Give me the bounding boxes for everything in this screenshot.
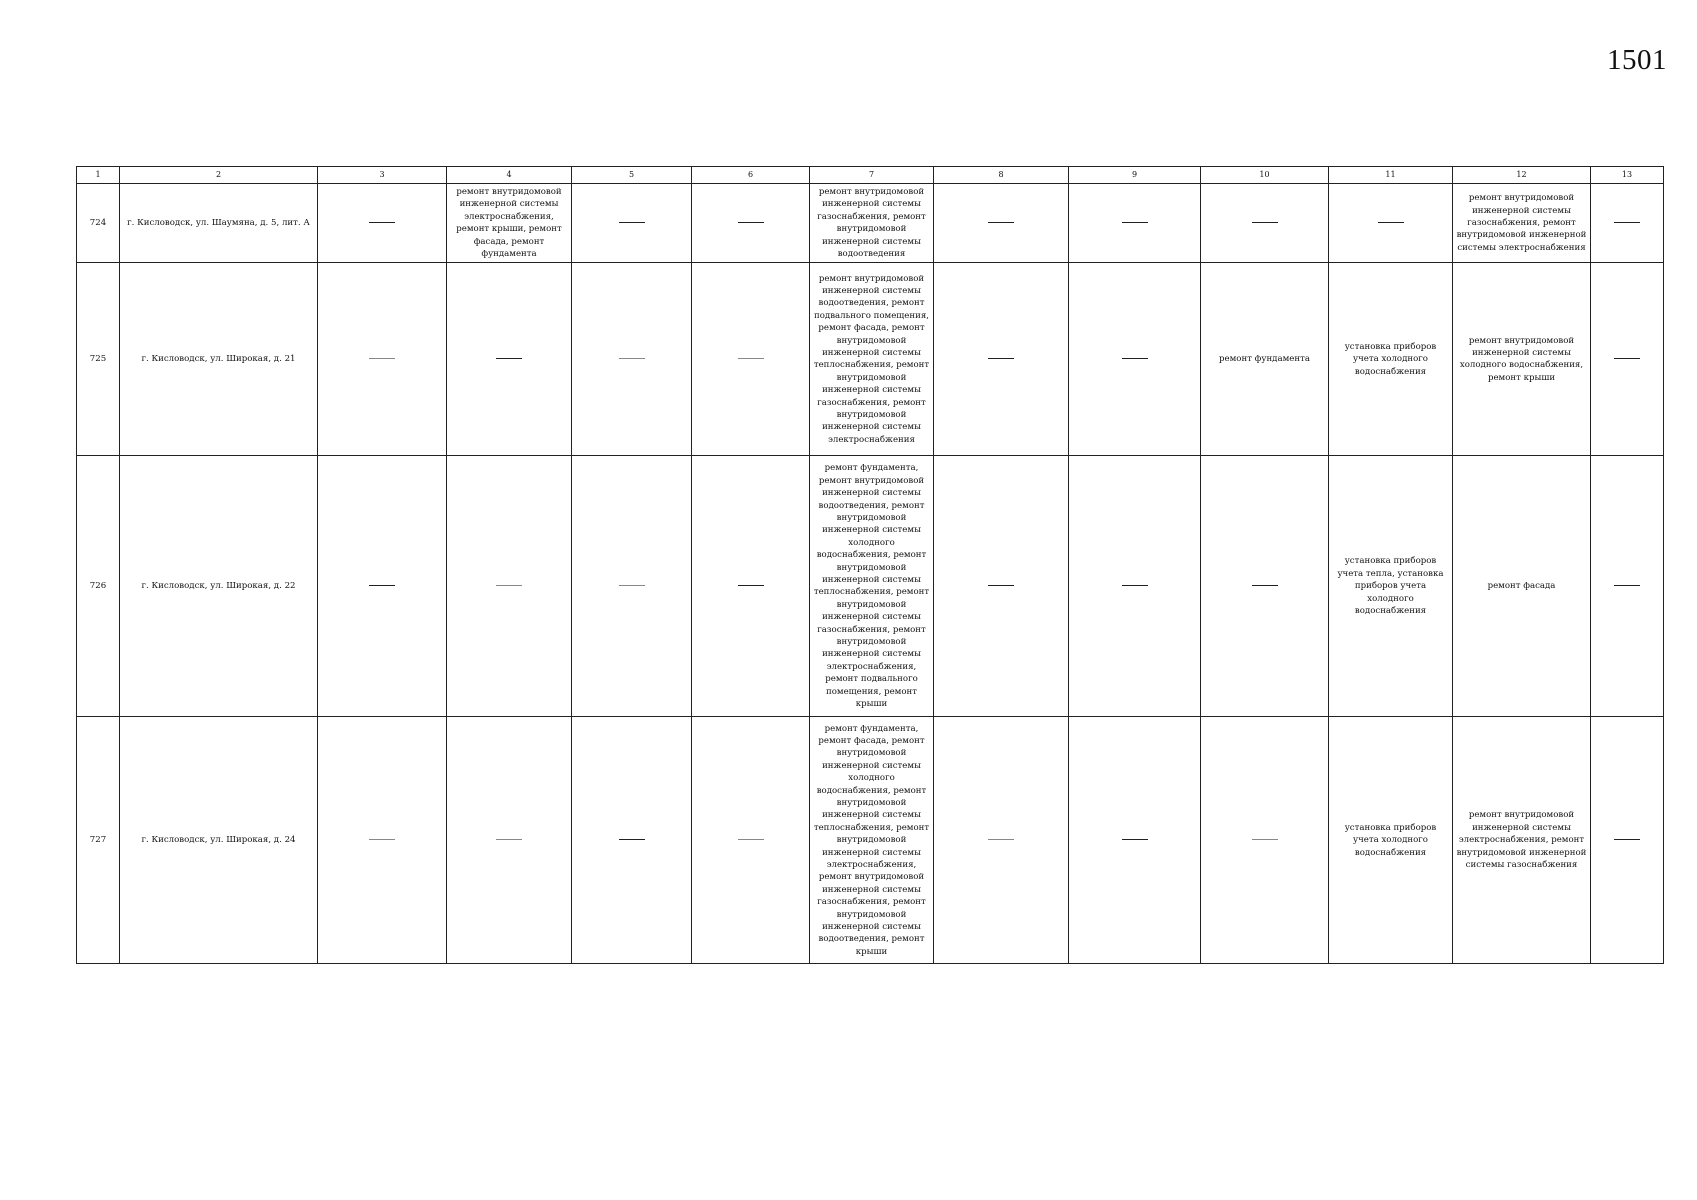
dash-mark xyxy=(1378,222,1404,223)
column-header: 10 xyxy=(1201,167,1329,184)
empty-cell xyxy=(692,717,810,964)
row-number: 727 xyxy=(77,717,120,964)
empty-cell xyxy=(934,184,1069,263)
work-cell: ремонт фундамента xyxy=(1201,263,1329,456)
page-number: 1501 xyxy=(1607,44,1667,76)
dash-mark xyxy=(1122,222,1148,223)
repair-schedule-table xyxy=(76,166,1664,964)
column-header: 8 xyxy=(934,167,1069,184)
work-cell: ремонт внутридомовой инженерной системы газоснабжения, ремонт внутридомовой инженерной системы электроснабжения xyxy=(1453,184,1591,263)
empty-cell xyxy=(572,717,692,964)
column-header: 1 xyxy=(77,167,120,184)
address-cell: г. Кисловодск, ул. Широкая, д. 24 xyxy=(120,717,318,964)
work-cell: установка приборов учета холодного водоснабжения xyxy=(1329,717,1453,964)
empty-cell xyxy=(447,456,572,717)
dash-mark xyxy=(1252,585,1278,586)
empty-cell xyxy=(692,184,810,263)
table-row xyxy=(77,456,1664,717)
empty-cell xyxy=(572,263,692,456)
empty-cell xyxy=(934,717,1069,964)
work-cell: ремонт внутридомовой инженерной системы холодного водоснабжения, ремонт крыши xyxy=(1453,263,1591,456)
empty-cell xyxy=(447,717,572,964)
column-header: 12 xyxy=(1453,167,1591,184)
dash-mark xyxy=(619,222,645,223)
table-row xyxy=(77,184,1664,263)
dash-mark xyxy=(496,585,522,586)
table-row xyxy=(77,717,1664,964)
dash-mark xyxy=(369,358,395,359)
dash-mark xyxy=(369,585,395,586)
empty-cell xyxy=(934,263,1069,456)
empty-cell xyxy=(1069,263,1201,456)
empty-cell xyxy=(318,263,447,456)
empty-cell xyxy=(1591,456,1664,717)
column-header: 7 xyxy=(810,167,934,184)
dash-mark xyxy=(988,358,1014,359)
dash-mark xyxy=(1614,358,1640,359)
dash-mark xyxy=(369,222,395,223)
work-cell: ремонт фундамента, ремонт фасада, ремонт внутридомовой инженерной системы холодного водоснабжения, ремонт внутридомовой инженерной системы теплоснабжения, ремонт внутридомовой инженерной системы электроснабжения, ремонт внутридомовой инженерной системы газоснабжения, ремонт внутридомовой инженерной системы водоотведения, ремонт крыши xyxy=(810,717,934,964)
dash-mark xyxy=(988,839,1014,840)
empty-cell xyxy=(1201,717,1329,964)
work-cell: ремонт внутридомовой инженерной системы газоснабжения, ремонт внутридомовой инженерной системы водоотведения xyxy=(810,184,934,263)
row-number: 724 xyxy=(77,184,120,263)
column-header: 13 xyxy=(1591,167,1664,184)
column-header: 11 xyxy=(1329,167,1453,184)
column-header: 2 xyxy=(120,167,318,184)
empty-cell xyxy=(1069,184,1201,263)
row-number: 725 xyxy=(77,263,120,456)
empty-cell xyxy=(1069,456,1201,717)
dash-mark xyxy=(619,839,645,840)
dash-mark xyxy=(1614,585,1640,586)
empty-cell xyxy=(1069,717,1201,964)
empty-cell xyxy=(318,717,447,964)
dash-mark xyxy=(619,358,645,359)
work-cell: установка приборов учета холодного водоснабжения xyxy=(1329,263,1453,456)
dash-mark xyxy=(1122,585,1148,586)
empty-cell xyxy=(318,184,447,263)
column-header: 9 xyxy=(1069,167,1201,184)
dash-mark xyxy=(988,222,1014,223)
work-cell: ремонт фундамента, ремонт внутридомовой инженерной системы водоотведения, ремонт внутридомовой инженерной системы холодного водоснабжения, ремонт внутридомовой инженерной системы теплоснабжения, ремонт внутридомовой инженерной системы газоснабжения, ремонт внутридомовой инженерной системы электроснабжения, ремонт подвального помещения, ремонт крыши xyxy=(810,456,934,717)
work-cell: ремонт внутридомовой инженерной системы электроснабжения, ремонт крыши, ремонт фасада, ремонт фундамента xyxy=(447,184,572,263)
dash-mark xyxy=(1614,839,1640,840)
empty-cell xyxy=(1591,184,1664,263)
work-cell: установка приборов учета тепла, установка приборов учета холодного водоснабжения xyxy=(1329,456,1453,717)
dash-mark xyxy=(738,585,764,586)
dash-mark xyxy=(1614,222,1640,223)
empty-cell xyxy=(1329,184,1453,263)
dash-mark xyxy=(1122,358,1148,359)
column-header: 3 xyxy=(318,167,447,184)
row-number: 726 xyxy=(77,456,120,717)
empty-cell xyxy=(1201,184,1329,263)
empty-cell xyxy=(447,263,572,456)
empty-cell xyxy=(934,456,1069,717)
empty-cell xyxy=(1591,717,1664,964)
work-cell: ремонт фасада xyxy=(1453,456,1591,717)
empty-cell xyxy=(1591,263,1664,456)
empty-cell xyxy=(572,456,692,717)
dash-mark xyxy=(988,585,1014,586)
empty-cell xyxy=(692,263,810,456)
empty-cell xyxy=(572,184,692,263)
dash-mark xyxy=(1252,839,1278,840)
dash-mark xyxy=(738,358,764,359)
dash-mark xyxy=(738,839,764,840)
work-cell: ремонт внутридомовой инженерной системы электроснабжения, ремонт внутридомовой инженерной системы газоснабжения xyxy=(1453,717,1591,964)
dash-mark xyxy=(738,222,764,223)
empty-cell xyxy=(692,456,810,717)
column-header: 6 xyxy=(692,167,810,184)
dash-mark xyxy=(619,585,645,586)
column-header: 5 xyxy=(572,167,692,184)
address-cell: г. Кисловодск, ул. Широкая, д. 21 xyxy=(120,263,318,456)
column-header: 4 xyxy=(447,167,572,184)
empty-cell xyxy=(1201,456,1329,717)
dash-mark xyxy=(369,839,395,840)
dash-mark xyxy=(1252,222,1278,223)
table-row xyxy=(77,263,1664,456)
column-number-row xyxy=(77,167,1664,184)
dash-mark xyxy=(1122,839,1148,840)
work-cell: ремонт внутридомовой инженерной системы водоотведения, ремонт подвального помещения, ремонт фасада, ремонт внутридомовой инженерной системы теплоснабжения, ремонт внутридомовой инженерной системы газоснабжения, ремонт внутридомовой инженерной системы электроснабжения xyxy=(810,263,934,456)
dash-mark xyxy=(496,358,522,359)
dash-mark xyxy=(496,839,522,840)
address-cell: г. Кисловодск, ул. Шаумяна, д. 5, лит. А xyxy=(120,184,318,263)
address-cell: г. Кисловодск, ул. Широкая, д. 22 xyxy=(120,456,318,717)
empty-cell xyxy=(318,456,447,717)
